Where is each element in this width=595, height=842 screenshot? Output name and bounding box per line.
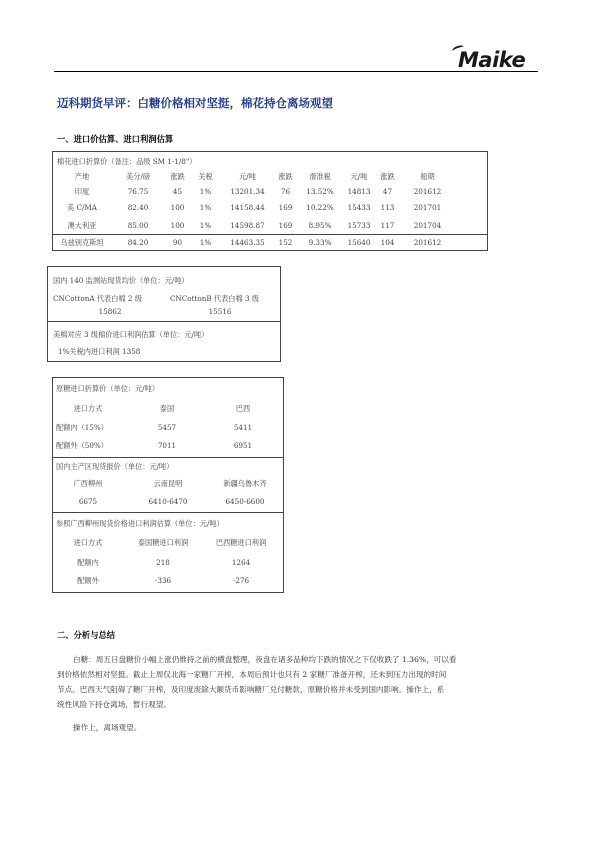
cell-change: 100 — [170, 221, 185, 230]
cell-brazil: 6951 — [233, 441, 253, 450]
cncotton-b-label: CNCottonB 代表白棉 3 级 — [170, 294, 259, 303]
cell-shipment: 201612 — [413, 187, 442, 196]
cell-brazil-profit: 1264 — [231, 558, 251, 567]
cell-shipment: 201704 — [413, 221, 442, 230]
cell-cents: 76.75 — [127, 187, 149, 196]
operation-advice: 操作上，离场观望。 — [73, 723, 142, 732]
cell-yuan: 15640 — [347, 238, 371, 247]
analysis-line-3: 节点。巴西天气阻碍了糖厂开榨，及印度废除大额货币影响糖厂兑付糖款，原糖价格并未受到国内影响。操作上，系 — [57, 685, 445, 694]
cell-origin: 印度 — [74, 187, 90, 196]
sugar-profit-caption: 参照广西柳州现货价格进口利润估算（单位：元/吨） — [56, 519, 224, 528]
cell-change: 100 — [170, 203, 185, 212]
cell-kunming: 6410-6470 — [148, 497, 188, 506]
cell-change: 47 — [382, 187, 393, 196]
cell-cents: 84.20 — [127, 238, 149, 247]
table-divider — [47, 321, 281, 322]
column-header: 元/吨 — [350, 172, 368, 181]
cell-cents: 85.00 — [127, 221, 149, 230]
cell-shipment: 201612 — [413, 238, 442, 247]
cell-change: 169 — [278, 203, 293, 212]
column-header: 滑准税 — [309, 172, 331, 181]
cell-tariff: 1% — [199, 203, 212, 212]
cell-thailand: 5457 — [157, 423, 177, 432]
cell-method: 配额外 — [77, 576, 99, 585]
cncotton-b-value: 15516 — [208, 307, 232, 316]
cell-thailand-profit: 218 — [156, 558, 170, 567]
cell-thailand: 7011 — [157, 441, 177, 450]
cell-yuan: 14463.35 — [230, 238, 265, 247]
column-header: 涨跌 — [170, 172, 185, 181]
header-rule — [54, 71, 538, 72]
column-header: 云南昆明 — [153, 479, 183, 488]
cell-tariff: 1% — [199, 221, 212, 230]
analysis-line-4: 统性风险下持仓离场，暂行观望。 — [57, 700, 171, 709]
cell-change: 113 — [380, 203, 395, 212]
cell-origin: 乌兹别克斯坦 — [60, 238, 104, 247]
cell-change: 117 — [380, 221, 395, 230]
cell-method: 配额内 — [77, 558, 99, 567]
cotton-domestic-caption: 国内 140 监测站现货均价（单位：元/吨） — [53, 276, 189, 285]
table-divider — [52, 512, 284, 513]
column-header: 巴西糖进口利润 — [215, 538, 267, 547]
column-header: 关税 — [198, 172, 213, 181]
cncotton-a-label: CNCottonA 代表白棉 2 级 — [53, 294, 142, 303]
cncotton-a-value: 15862 — [98, 307, 122, 316]
cotton-profit-caption: 美棉对应 3 级棉价进口利润估算（单位：元/吨） — [53, 330, 209, 339]
cell-sliding-tax: 9.33% — [308, 238, 332, 247]
column-header: 元/吨 — [239, 172, 256, 181]
cell-sliding-tax: 8.95% — [308, 221, 332, 230]
cell-origin: 美 C/MA — [67, 203, 97, 212]
cell-yuan: 15733 — [347, 221, 371, 230]
analysis-line-2: 到价格依然相对坚挺。截止上周仅北海一家糖厂开榨，本周后预计也只有 2 家糖厂准备开榨，还未到压力出现的时间 — [57, 670, 447, 679]
cell-shipment: 201701 — [413, 203, 442, 212]
cell-brazil: 5411 — [233, 423, 253, 432]
cell-origin: 澳大利亚 — [67, 221, 97, 230]
cell-urumqi: 6450-6600 — [225, 497, 265, 506]
column-header: 泰国 — [159, 404, 175, 413]
cotton-profit-line: 1%关税内进口利润 1358 — [58, 347, 141, 356]
cell-yuan: 13201.34 — [230, 187, 265, 196]
cell-method: 配额外（50%） — [56, 441, 108, 450]
cell-yuan: 15433 — [347, 203, 371, 212]
cell-tariff: 1% — [199, 187, 212, 196]
cell-change: 152 — [278, 238, 293, 247]
cell-yuan: 14813 — [347, 187, 371, 196]
cell-tariff: 1% — [199, 238, 212, 247]
column-header: 涨跌 — [278, 172, 293, 181]
sugar-domestic-caption: 国内主产区现货报价（单位：元/吨） — [56, 462, 174, 471]
column-header: 广西柳州 — [73, 479, 103, 488]
column-header: 涨跌 — [380, 172, 395, 181]
analysis-line-1: 白糖：周五日盘糖价小幅上涨仍维持之前的横盘整理，夜盘在诸多品种均下跌的情况之下仅收跌了 1.36%，可以看 — [73, 655, 457, 664]
cell-sliding-tax: 13.52% — [306, 187, 334, 196]
cell-change: 76 — [280, 187, 291, 196]
cell-change: 90 — [172, 238, 183, 247]
column-header: 美分/磅 — [126, 172, 150, 181]
table-divider — [52, 234, 488, 235]
cell-yuan: 14158.44 — [230, 203, 265, 212]
cell-change: 45 — [172, 187, 183, 196]
document-title: 迈科期货早评：白糖价格相对坚挺，棉花持仓离场观望 — [57, 96, 333, 110]
column-header: 进口方式 — [73, 404, 103, 413]
sugar-import-caption: 原糖进口折算价（单位：元/吨） — [56, 384, 160, 393]
table-divider — [52, 457, 284, 458]
cell-method: 配额内（15%） — [56, 423, 108, 432]
cell-liuzhou: 6675 — [78, 497, 98, 506]
cell-change: 169 — [278, 221, 293, 230]
cell-change: 104 — [380, 238, 395, 247]
column-header: 进口方式 — [73, 538, 103, 547]
cotton-import-caption: 棉花进口折算价（备注：品级 SM 1-1/8"） — [57, 157, 197, 166]
cell-thailand-profit: -336 — [154, 576, 172, 585]
section-1-heading: 一、进口价估算、进口利润估算 — [57, 134, 174, 144]
column-header: 巴西 — [235, 404, 251, 413]
column-header: 产地 — [74, 172, 90, 181]
cell-brazil-profit: -276 — [232, 576, 250, 585]
column-header: 新疆乌鲁木齐 — [223, 479, 267, 488]
column-header: 船期 — [420, 172, 435, 181]
cell-sliding-tax: 10.22% — [306, 203, 334, 212]
column-header: 泰国糖进口利润 — [137, 538, 189, 547]
brand-logo: Maike — [458, 48, 526, 72]
cell-yuan: 14598.87 — [230, 221, 265, 230]
section-2-heading: 二、分析与总结 — [57, 630, 116, 640]
cell-cents: 82.40 — [127, 203, 149, 212]
